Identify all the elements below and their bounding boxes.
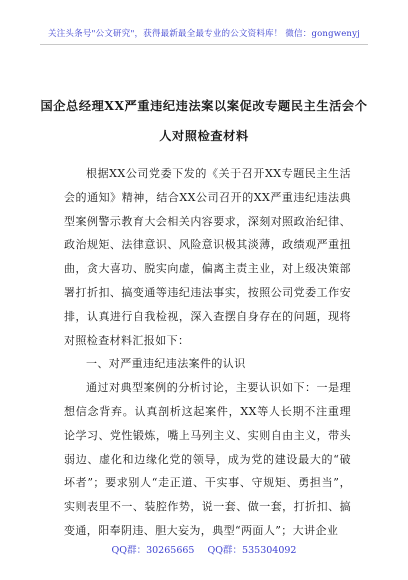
header-divider [40, 44, 368, 45]
footer-qq-group-1: QQ群：30265665 [111, 545, 195, 556]
document-title-line-1: 国企总经理XX严重违纪违法案以案促改专题民主生活会个 [40, 99, 368, 113]
document-title-line-2: 人对照检查材料 [159, 129, 249, 143]
footer-qq-group-2: QQ群：535304092 [207, 545, 297, 556]
document-body [64, 162, 351, 543]
section-heading-1: 一、对严重违纪违法案件的认识 [86, 357, 246, 371]
header-promo-note: 关注头条号"公文研究"，获得最新最全最专业的公文资料库！ 微信：gongwenyj [48, 29, 360, 39]
intro-paragraph: 根据XX公司党委下发的《关于召开XX专题民主生活会的通知》精神，结合XX公司召开的XX严重违纪违法典型案例警示教育大会相关内容要求，深刻对照政治纪律、政治规矩、法律意识、风险意识极其淡薄，政绩观严重扭曲，贪大喜功、脱实向虚，偏离主责主业，对上级决策部署打折扣、搞变通等违纪违法事实，按照公司党委工作安排，认真进行自我检视，深入查摆自身存在的问题，现将对照检查材料汇报如下： [64, 167, 351, 347]
footer-contact [0, 542, 408, 556]
analysis-paragraph: 通过对典型案例的分析讨论，主要认识如下：一是理想信念背弃。认真剖析这起案件，XX等人长期不注重理论学习、党性锻炼，嘴上马列主义、实则自由主义，带头弱边、虚化和边缘化党的领导，成为党的建设最大的“破坏者”；要求别人“走正道、干实事、守规矩、勇担当”，实则表里不一、装腔作势，说一套、做一套，打折扣、搞变通，阳奉阴违、胆大妄为，典型“两面人”；大讲企业 [64, 381, 351, 537]
